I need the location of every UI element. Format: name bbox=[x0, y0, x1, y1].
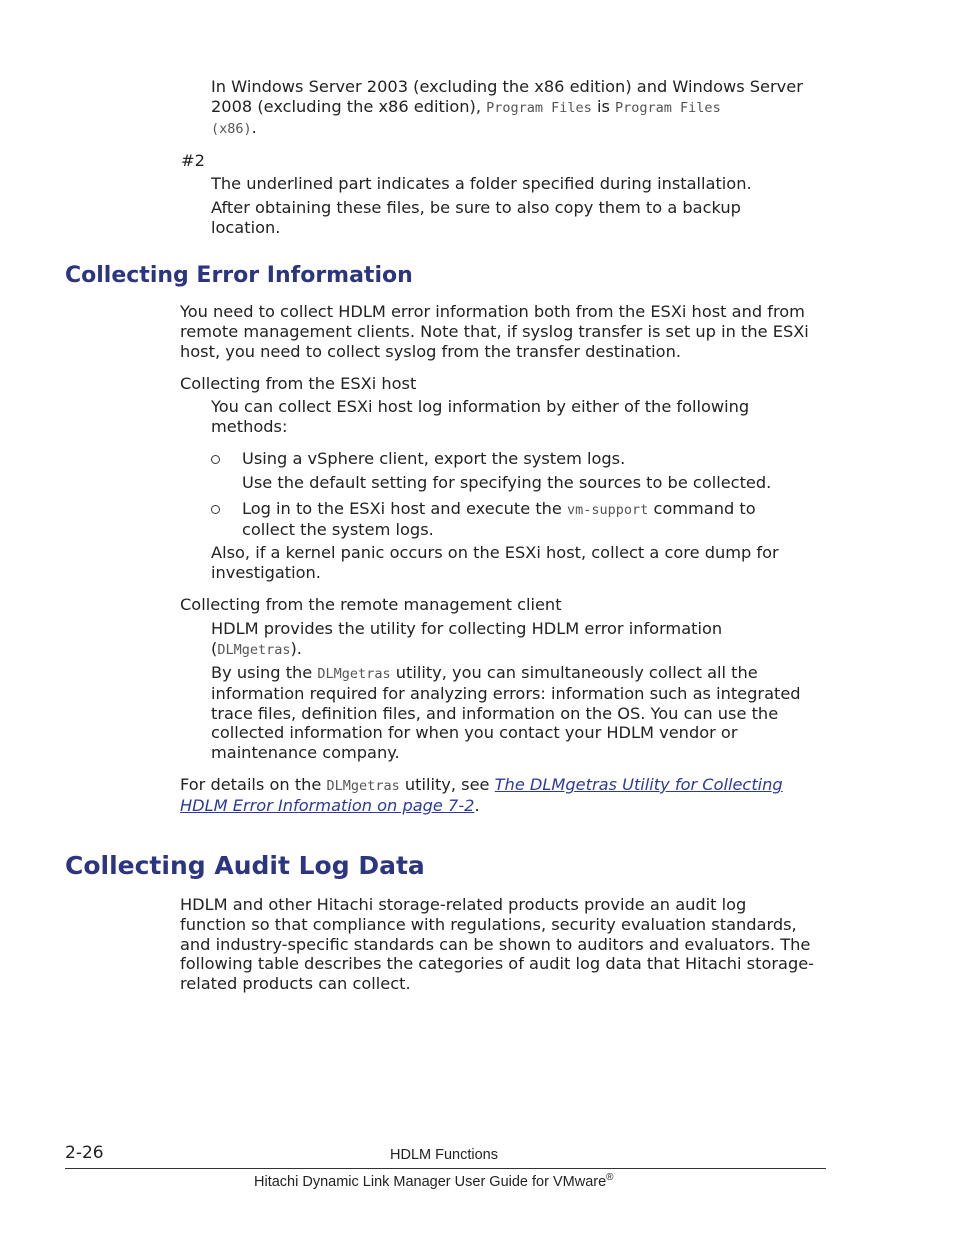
byusing-pre: By using the bbox=[211, 663, 318, 682]
esxi-text: methods: bbox=[211, 417, 288, 436]
note-text: is bbox=[591, 97, 616, 116]
remote-paren: ( bbox=[211, 639, 218, 658]
byusing-text: maintenance company. bbox=[211, 743, 400, 762]
remote-text: HDLM provides the utility for collecting HDLM error information bbox=[211, 619, 723, 638]
code-program-files: Program Files bbox=[486, 100, 592, 116]
audit-text: following table describes the categories of audit log data that Hitachi storage- bbox=[180, 954, 815, 973]
byusing-post: utility, you can simultaneously collect all the bbox=[390, 663, 758, 682]
bullet-text: Log in to the ESXi host and execute the bbox=[242, 499, 568, 518]
audit-text: related products can collect. bbox=[180, 974, 411, 993]
audit-text: function so that compliance with regulations, security evaluation standards, bbox=[180, 915, 797, 934]
section-heading-audit: Collecting Audit Log Data bbox=[65, 851, 425, 880]
dlmgetras-utility-link[interactable]: HDLM Error Information on page 7-2 bbox=[180, 796, 475, 815]
details-mid: utility, see bbox=[399, 775, 495, 794]
bullet-text: command to bbox=[648, 499, 756, 518]
note-marker: #2 bbox=[181, 151, 205, 170]
section-heading-error: Collecting Error Information bbox=[65, 263, 413, 288]
details-pre: For details on the bbox=[180, 775, 327, 794]
code-dlmgetras: DLMgetras bbox=[317, 666, 391, 682]
note-line: The underlined part indicates a folder specified during installation. bbox=[211, 174, 752, 193]
bullet-item: Using a vSphere client, export the system logs. bbox=[242, 449, 626, 468]
esxi-text: You can collect ESXi host log information by either of the following bbox=[211, 397, 750, 416]
note-line: After obtaining these files, be sure to also copy them to a backup bbox=[211, 198, 741, 217]
remote-text bbox=[211, 639, 302, 660]
bullet-circle-icon bbox=[211, 505, 220, 514]
bullet-item: collect the system logs. bbox=[242, 520, 434, 539]
intro-line: remote management clients. Note that, if syslog transfer is set up in the ESXi bbox=[180, 322, 809, 341]
code-dlmgetras: DLMgetras bbox=[217, 642, 291, 658]
note-line bbox=[211, 97, 721, 118]
kernel-text: investigation. bbox=[211, 563, 321, 582]
note-line: location. bbox=[211, 218, 281, 237]
byusing-text: collected information for when you contact your HDLM vendor or bbox=[211, 723, 738, 742]
dlmgetras-utility-link[interactable]: The DLMgetras Utility for Collecting bbox=[494, 775, 783, 794]
kernel-text: Also, if a kernel panic occurs on the ESXi host, collect a core dump for bbox=[211, 543, 779, 562]
footer-section: HDLM Functions bbox=[390, 1147, 498, 1163]
registered-mark: ® bbox=[606, 1172, 614, 1183]
bullet-subtext: Use the default setting for specifying the sources to be collected. bbox=[242, 473, 772, 492]
remote-paren: ). bbox=[290, 639, 302, 658]
intro-line: You need to collect HDLM error information both from the ESXi host and from bbox=[180, 302, 805, 321]
note-line bbox=[211, 118, 257, 139]
footer-divider bbox=[65, 1168, 826, 1169]
code-program-files-x86: Program Files bbox=[615, 100, 721, 116]
bullet-item bbox=[242, 499, 756, 520]
footer-guide-title bbox=[254, 1172, 614, 1190]
note-text: 2008 (excluding the x86 edition), bbox=[211, 97, 487, 116]
code-x86: (x86) bbox=[211, 121, 252, 137]
note-text: . bbox=[251, 118, 257, 137]
byusing-text bbox=[211, 663, 758, 684]
page-number: 2-26 bbox=[65, 1143, 104, 1163]
details-text bbox=[180, 796, 480, 816]
bullet-circle-icon bbox=[211, 455, 220, 464]
code-dlmgetras: DLMgetras bbox=[326, 778, 400, 794]
esxi-label: Collecting from the ESXi host bbox=[180, 374, 417, 393]
details-end: . bbox=[474, 796, 480, 815]
remote-label: Collecting from the remote management client bbox=[180, 595, 562, 614]
byusing-text: information required for analyzing errors: information such as integrated bbox=[211, 684, 801, 703]
audit-text: HDLM and other Hitachi storage-related products provide an audit log bbox=[180, 895, 747, 914]
code-vm-support: vm-support bbox=[567, 502, 649, 518]
note-line: In Windows Server 2003 (excluding the x86 edition) and Windows Server bbox=[211, 77, 803, 96]
audit-text: and industry-specific standards can be shown to auditors and evaluators. The bbox=[180, 935, 811, 954]
guide-title-text: Hitachi Dynamic Link Manager User Guide for VMware bbox=[254, 1173, 607, 1190]
intro-line: host, you need to collect syslog from the transfer destination. bbox=[180, 342, 681, 361]
byusing-text: trace files, definition files, and information on the OS. You can use the bbox=[211, 704, 779, 723]
details-text bbox=[180, 775, 783, 796]
